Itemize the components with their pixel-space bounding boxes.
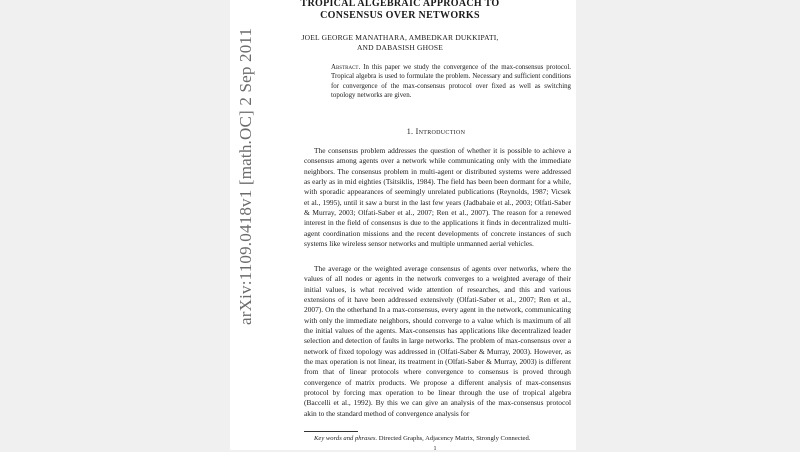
arxiv-stamp-text: arXiv:1109.0418v1 [math.OC] 2 Sep 2011 xyxy=(236,27,255,325)
footnote-rule xyxy=(304,431,358,432)
section-heading-introduction: 1. Introduction xyxy=(406,127,466,136)
paper-title xyxy=(300,0,500,22)
footnote-keywords xyxy=(314,435,576,443)
intro-paragraph-1: The consensus problem addresses the question of whether it is possible to achieve a consensus among agents over a network while communicating only with the immediate neighbors. The consensus problem in multi-agent or distributed systems were addressed as early as in mid eighties (Tsitsiklis, 1984). The field has been been dormant for a while, with sporadic appearances of seemingly unrelated publications (Reynolds, 1987; Vicsek et al., 1995), until it saw a burst in the last few years (Jadbabaie et al., 2003; Olfati-Saber & Murray, 2003; Olfati-Saber et al., 2007; Ren et al., 2007). The reason for a renewed interest in the field of consensus is due to the applications it finds in decentralized multi-agent coordination missions and the recent developments of concrete instances of such systems like wireless sensor networks and multiple unmanned aerial vehicles. xyxy=(304,146,571,249)
page-number: 1 xyxy=(433,446,437,452)
abstract-text: In this paper we study the convergence of the max-consensus protocol. Tropical algebra is used to formulate the problem. Necessary and sufficient conditions for convergence of the max-consensus protocol over fixed as well as switching topology networks are given. xyxy=(331,64,571,99)
keywords-label: Key words and phrases. xyxy=(314,435,378,442)
authors-line-2: AND DABASISH GHOSE xyxy=(356,43,444,52)
abstract-label: Abstract. xyxy=(331,64,361,71)
intro-paragraph-2: The average or the weighted average consensus of agents over networks, where the values of all nodes or agents in the network converges to a weighted average of their initial values, is what received wide attention of researches, and this and various extensions of it have been addressed extensively (Olfati-Saber et al., 2007; Ren et al., 2007). On the otherhand In a max-consensus, every agent in the network, communicating with only the immediate neighbors, should converge to a value which is maximum of all the initial values of the agents. Max-consensus has applications like decentralized leader selection and detection of faults in large networks. The problem of max-consensus over a network of fixed topology was addressed in (Olfati-Saber & Murray, 2003). However, as the max operation is not linear, its treatment in (Olfati-Saber & Murray, 2003) is different from that of linear protocols where convergence to consensus is proved through convergence of matrix products. We propose a different analysis of max-consensus protocol by forcing max operation to be linear through the use of tropical algebra (Baccelli et al., 1992). By this we can give an analysis of the max-consensus protocol akin to the standard method of convergence analysis for xyxy=(304,264,571,418)
abstract xyxy=(331,63,571,100)
authors-line-1: JOEL GEORGE MANATHARA, AMBEDKAR DUKKIPATI, xyxy=(301,33,499,42)
title-line-2: CONSENSUS OVER NETWORKS xyxy=(320,10,480,21)
paper-authors xyxy=(300,33,500,53)
title-line-1: TROPICAL ALGEBRAIC APPROACH TO xyxy=(300,0,500,9)
keywords-text: Directed Graphs, Adjacency Matrix, Strongly Connected. xyxy=(377,435,531,442)
